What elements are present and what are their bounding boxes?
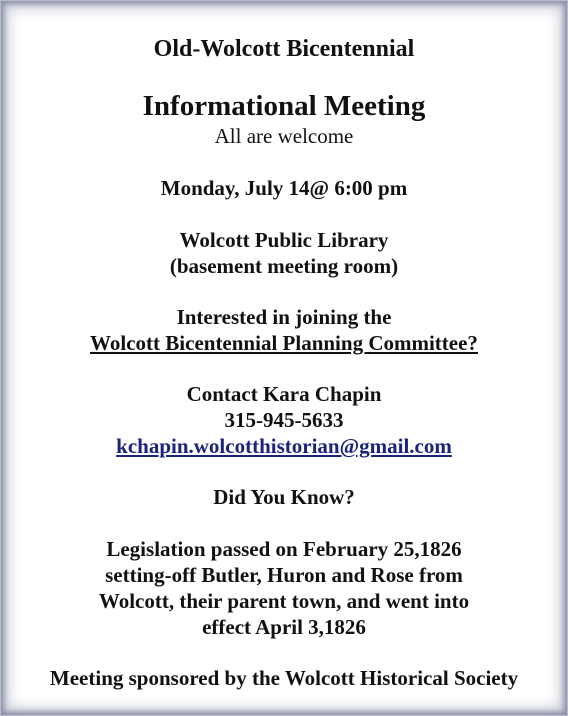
sponsor-line: Meeting sponsored by the Wolcott Historical Society <box>49 666 519 690</box>
contact-name: Contact Kara Chapin <box>186 382 382 406</box>
did-you-know-heading: Did You Know? <box>213 485 355 509</box>
history-line-4: effect April 3,1826 <box>202 615 366 639</box>
contact-email-row <box>0 433 568 459</box>
contact-email-link[interactable]: kchapin.wolcotthistorian@gmail.com <box>116 434 452 458</box>
committee-name-text: Wolcott Bicentennial Planning Committee? <box>90 331 478 355</box>
meeting-title: Informational Meeting <box>142 90 426 122</box>
venue-room: (basement meeting room) <box>169 254 399 278</box>
committee-name <box>0 330 568 356</box>
history-line-1: Legislation passed on February 25,1826 <box>106 537 462 561</box>
history-line-3: Wolcott, their parent town, and went into <box>98 589 470 613</box>
event-heading: Old-Wolcott Bicentennial <box>153 36 415 62</box>
contact-phone: 315-945-5633 <box>224 408 344 432</box>
venue-name: Wolcott Public Library <box>179 228 389 252</box>
committee-question: Interested in joining the <box>176 305 392 329</box>
meeting-date-time: Monday, July 14@ 6:00 pm <box>160 176 408 200</box>
welcome-text: All are welcome <box>214 124 354 148</box>
history-line-2: setting-off Butler, Huron and Rose from <box>105 563 463 587</box>
